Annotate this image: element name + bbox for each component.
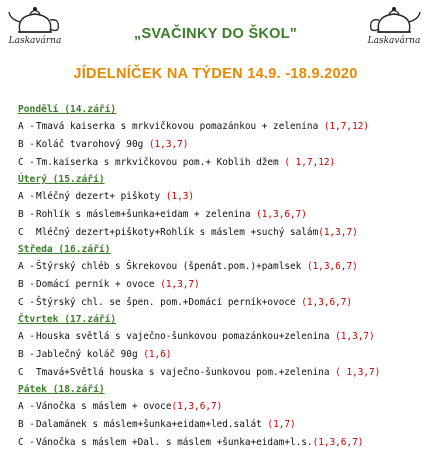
item-text: Tmavá+Světlá houska s vaječno-šunkovou pom.+zelenina <box>36 367 336 378</box>
item-text: Jablečný koláč 90g <box>36 349 144 360</box>
allergens: ( 1,3,7) <box>335 367 381 378</box>
day-heading: Pátek (18.září) <box>18 384 105 395</box>
allergens: (1,3,7) <box>148 139 189 150</box>
menu-subtitle: JÍDELNÍČEK NA TÝDEN 14.9. -18.9.2020 <box>73 66 358 82</box>
list-item <box>18 188 428 206</box>
list-item <box>18 416 428 434</box>
option-letter: A - <box>18 121 35 132</box>
option-letter: A - <box>18 401 35 412</box>
item-text: Mléčný dezert+piškoty+Rohlík s máslem +suchý salám <box>36 227 319 238</box>
option-letter: A - <box>18 261 35 272</box>
list-item <box>18 276 428 294</box>
list-item <box>18 328 428 346</box>
option-letter: C - <box>18 297 35 308</box>
allergens: (1,7,12) <box>323 121 370 132</box>
allergens: (1,3,7) <box>318 227 358 238</box>
option-letter: C - <box>18 437 35 448</box>
item-text: Tmavá kaiserka s mrkvičkovou pomazánkou + zelenina <box>36 121 324 132</box>
item-text: Dalamánek s máslem+šunka+eidam+led.salát <box>36 419 268 430</box>
day-monday <box>18 102 428 172</box>
allergens: (1,3,7) <box>335 331 375 342</box>
day-heading: Pondělí (14.září) <box>18 104 117 115</box>
item-text: Vánočka s máslem + ovoce <box>36 401 172 412</box>
option-letter: B - <box>18 209 35 220</box>
item-text: Rohlík s máslem+šunka+eidam + zelenina <box>36 209 257 220</box>
list-item <box>18 136 428 154</box>
option-letter: C - <box>18 157 35 168</box>
item-text: Tm.kaiserka s mrkvičkovou pom.+ Koblih džem <box>36 157 285 168</box>
allergens: (1,3,6,7) <box>306 261 358 272</box>
item-text: Koláč tvarohový 90g <box>36 139 149 150</box>
item-text: Domácí perník + ovoce <box>36 279 161 290</box>
option-letter: A - <box>18 331 35 342</box>
option-letter: B - <box>18 139 35 150</box>
list-item <box>18 346 428 364</box>
logo-text: Laskavárna <box>8 36 62 46</box>
allergens: (1,3,7) <box>160 279 200 290</box>
list-item <box>18 398 428 416</box>
option-letter: A - <box>18 191 35 202</box>
list-item <box>18 224 428 242</box>
option-letter: C <box>18 367 24 378</box>
day-thursday <box>18 312 428 382</box>
day-heading: Středa (16.září) <box>18 244 111 255</box>
day-friday <box>18 382 428 452</box>
allergens: ( 1,7,12) <box>284 157 336 168</box>
list-item <box>18 434 428 452</box>
list-item <box>18 206 428 224</box>
allergens: (1,7) <box>267 419 296 430</box>
option-letter: B - <box>18 279 35 290</box>
page-title: „SVAČINKY DO ŠKOL" <box>133 26 298 42</box>
option-letter: B - <box>18 349 35 360</box>
day-tuesday <box>18 172 428 242</box>
day-heading: Úterý (15.září) <box>18 174 105 185</box>
item-text: Štýrský chl. se špen. pom.+Domácí perník+ovoce <box>36 297 302 308</box>
allergens: (1,6) <box>143 349 172 360</box>
day-wednesday <box>18 242 428 312</box>
item-text: Vánočka s máslem +Dal. s máslem +šunka+eidam+l.s. <box>36 437 313 448</box>
logo-text: Laskavárna <box>367 36 421 46</box>
option-letter: B - <box>18 419 35 430</box>
allergens: (1,3,6,7) <box>256 209 307 220</box>
allergens: (1,3) <box>165 191 195 202</box>
day-heading: Čtvrtek (17.září) <box>18 314 117 325</box>
allergens: (1,3,6,7) <box>301 297 353 308</box>
option-letter: C <box>18 227 24 238</box>
allergens: (1,3,6,7) <box>312 437 364 448</box>
item-text: Houska světlá s vaječno-šunkovou pomazánkou+zelenina <box>36 331 336 342</box>
weekly-menu <box>18 102 428 452</box>
item-text: Mléčný dezert+ piškoty <box>36 191 166 202</box>
list-item <box>18 118 428 136</box>
list-item <box>18 294 428 312</box>
allergens: (1,3,6,7) <box>171 401 223 412</box>
item-text: Štýrský chléb s Škrekovou (špenát.pom.)+pamlsek <box>36 261 307 272</box>
list-item <box>18 364 428 382</box>
list-item <box>18 258 428 276</box>
list-item <box>18 154 428 172</box>
